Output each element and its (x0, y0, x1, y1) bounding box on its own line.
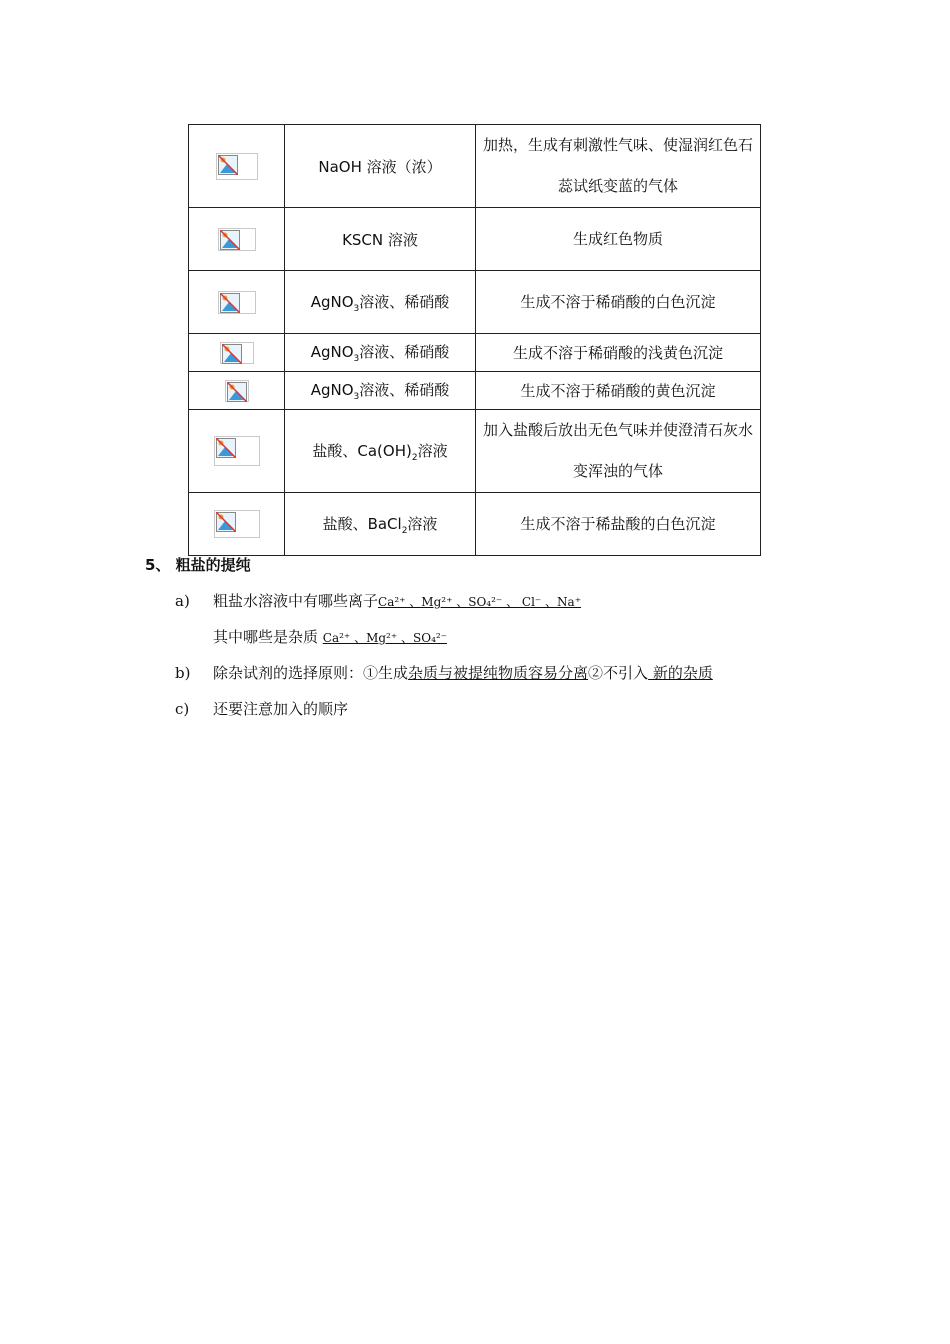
table-row (189, 271, 761, 334)
broken-image-icon (214, 436, 260, 466)
image-cell (189, 372, 285, 410)
broken-image-icon (218, 228, 256, 251)
phenomenon-cell: 加入盐酸后放出无色气味并使澄清石灰水变浑浊的气体 (476, 410, 761, 493)
question-text: 其中哪些是杂质 (213, 628, 323, 646)
image-cell (189, 271, 285, 334)
item-label: c) (175, 700, 190, 718)
question-text: 除杂试剂的选择原则：①生成 (213, 664, 409, 682)
image-cell (189, 334, 285, 372)
subscript: 3 (353, 392, 360, 402)
question-text: 粗盐水溶液中有哪些离子 (213, 592, 379, 610)
reagent-formula: AgNO (310, 381, 354, 399)
item-b (175, 662, 713, 683)
phenomenon-cell: 生成不溶于稀盐酸的白色沉淀 (476, 493, 761, 556)
table-row (189, 410, 761, 493)
phenomenon-cell: 生成不溶于稀硝酸的白色沉淀 (476, 271, 761, 334)
subscript: 2 (401, 525, 408, 536)
reagent-cell: NaOH 溶液（浓） (285, 125, 476, 208)
reagent-suffix: 溶液 (417, 441, 448, 460)
image-cell (189, 125, 285, 208)
table-row (189, 334, 761, 372)
item-a (175, 590, 581, 611)
reagent-cell (285, 334, 476, 372)
answer-text: 杂质与被提纯物质容易分离 (408, 664, 589, 682)
reagent-table (188, 124, 761, 556)
table-row (189, 125, 761, 208)
broken-image-icon (220, 342, 254, 364)
item-c (175, 698, 348, 719)
image-cell (189, 208, 285, 271)
broken-image-icon (218, 291, 256, 314)
table-row (189, 372, 761, 410)
item-a2 (213, 626, 447, 647)
broken-image-icon (225, 380, 249, 402)
answer-text: Ca²⁺ 、Mg²⁺ 、SO₄²⁻ (322, 631, 448, 645)
subscript: 3 (353, 303, 360, 314)
reagent-cell (285, 493, 476, 556)
image-cell (189, 493, 285, 556)
reagent-cell (285, 410, 476, 493)
table-row (189, 493, 761, 556)
image-cell (189, 410, 285, 493)
question-text: ②不引入 (588, 664, 649, 682)
item-label: a) (175, 592, 190, 610)
answer-text: Ca²⁺ 、Mg²⁺ 、SO₄²⁻ 、 Cl⁻ 、Na⁺ (378, 595, 582, 609)
reagent-formula: 盐酸、BaCl (322, 514, 402, 533)
phenomenon-cell: 生成红色物质 (476, 208, 761, 271)
reagent-suffix: 溶液 (407, 514, 438, 533)
item-label: b) (175, 664, 191, 682)
reagent-suffix: 溶液、稀硝酸 (359, 381, 450, 399)
reagent-suffix: 溶液、稀硝酸 (359, 292, 450, 311)
reagent-cell (285, 271, 476, 334)
reagent-formula: 盐酸、Ca(OH) (312, 441, 412, 460)
reagent-cell (285, 372, 476, 410)
answer-text: 新的杂质 (648, 664, 713, 682)
subscript: 2 (411, 452, 418, 463)
subscript: 3 (353, 354, 360, 364)
phenomenon-cell: 生成不溶于稀硝酸的黄色沉淀 (476, 372, 761, 410)
section-heading: 5、 粗盐的提纯 (145, 556, 251, 574)
question-text: 还要注意加入的顺序 (213, 700, 349, 718)
phenomenon-cell: 生成不溶于稀硝酸的浅黄色沉淀 (476, 334, 761, 372)
table-row (189, 208, 761, 271)
reagent-suffix: 溶液、稀硝酸 (359, 343, 450, 361)
broken-image-icon (216, 153, 258, 180)
broken-image-icon (214, 510, 260, 538)
reagent-cell: KSCN 溶液 (285, 208, 476, 271)
phenomenon-cell: 加热，生成有刺激性气味、使湿润红色石蕊试纸变蓝的气体 (476, 125, 761, 208)
reagent-formula: AgNO (310, 292, 354, 311)
reagent-formula: AgNO (310, 343, 354, 361)
